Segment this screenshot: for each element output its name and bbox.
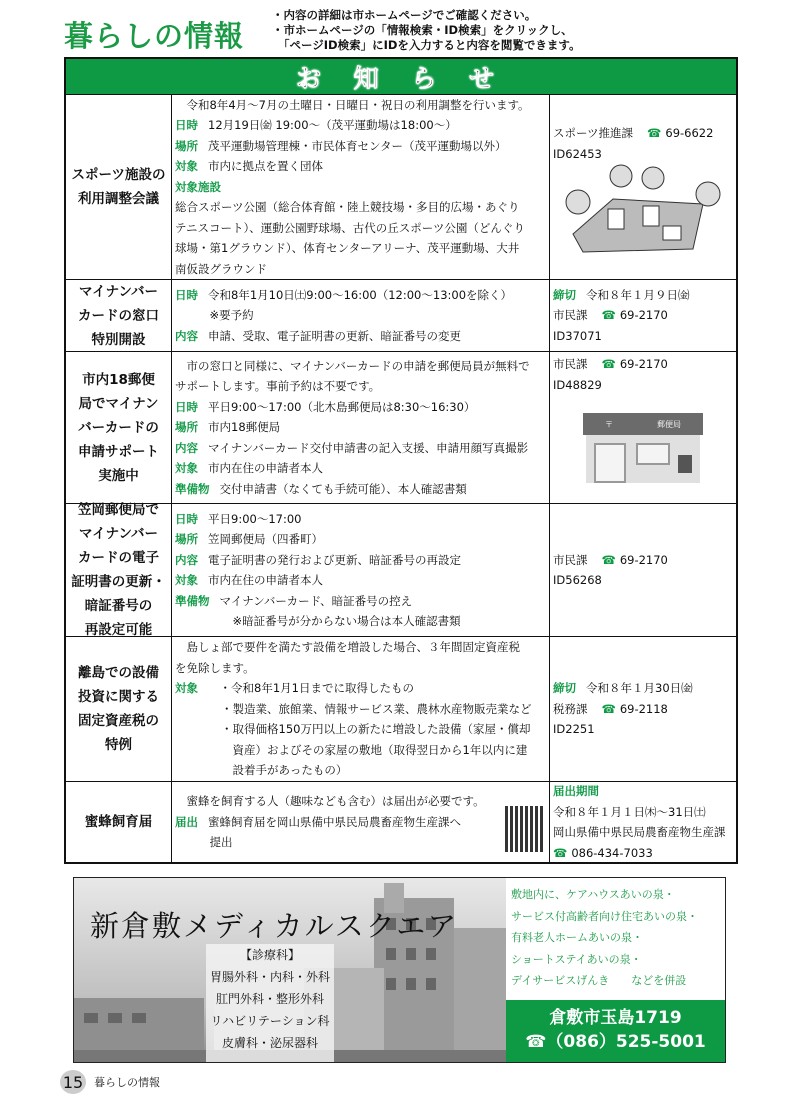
row-title: [66, 504, 172, 636]
phone-number: 69-2170: [619, 552, 668, 567]
contact-line: [553, 123, 733, 144]
content-line: [175, 812, 546, 833]
title-line: 離島での設備: [78, 665, 159, 681]
field-text: 電子証明書の発行および更新、暗証番号の再設定: [208, 552, 461, 567]
content-line: [175, 115, 546, 136]
field-text: 令和8年4月～7月の土曜日・日曜日・祝日の利用調整を行います。: [175, 97, 530, 112]
content-line: [175, 591, 546, 612]
page-title: 暮らしの情報: [64, 19, 245, 53]
content-line: [175, 658, 546, 679]
field-text: 蜜蜂を飼育する人（趣味なども含む）は届出が必要です。: [175, 794, 485, 809]
note: 「ページID検索」にIDを入力すると内容を閲覧できます。: [278, 38, 581, 52]
title-line: カードの窓口: [78, 307, 159, 324]
contact-line: [553, 781, 733, 802]
title-line: カードの電子: [78, 550, 159, 566]
field-text: 交付申請書（なくても手続可能）、本人確認書類: [219, 481, 467, 496]
facility-line: 敷地内に、ケアハウスあいの泉・: [511, 888, 675, 901]
clinic-name: 新倉敷メディカルスクエア: [90, 909, 459, 943]
title-line: 特例: [105, 737, 132, 753]
advertisement: [73, 877, 726, 1063]
content-line: [175, 326, 546, 347]
field-text: 資産）およびその家屋の敷地（取得翌日から1年以内に建: [175, 742, 528, 757]
facilities: [506, 878, 725, 1000]
content-line: [175, 197, 546, 218]
field-text: 市内18郵便局: [208, 420, 281, 435]
contact-text: 岡山県備中県民局農畜産物生産課: [553, 825, 726, 839]
title-line: マイナンバー: [78, 526, 159, 542]
table-row: [66, 504, 736, 637]
field-label: 準備物: [175, 593, 210, 608]
contact-text: 市民課: [553, 552, 588, 567]
field-text: 市内在住の申請者本人: [208, 461, 323, 476]
row-contact: [550, 352, 736, 503]
contact-text: 令和８年１月９日㈮: [586, 287, 690, 302]
contact-text: ID37071: [553, 328, 602, 343]
field-text: 平日9:00～17:00（北木島郵便局は8:30～16:30）: [208, 399, 476, 414]
ad-info: [506, 878, 725, 1062]
ad-address: 倉敷市玉島1719: [549, 1008, 682, 1028]
table-row: [66, 782, 736, 862]
contact-line: [553, 375, 733, 396]
field-text: テニスコート）、運動公園野球場、古代の丘スポーツ公園（どんぐり: [175, 220, 525, 235]
row-title: [66, 637, 172, 781]
field-text: 球場・第1グラウンド）、体育センターアリーナ、茂平運動場、大井: [175, 241, 520, 256]
field-text: 蜜蜂飼育届を岡山県備中県民局農畜産物生産課へ: [208, 814, 461, 829]
table-row: [66, 280, 736, 352]
field-text: 市内に拠点を置く団体: [208, 159, 323, 174]
meeting-illustration: [553, 164, 733, 257]
note: ・市ホームページの「情報検索・ID検索」をクリックし、: [272, 23, 573, 37]
contact-text: 税務課: [553, 701, 588, 716]
row-content: [172, 782, 550, 862]
row-title: [66, 280, 172, 351]
table-heading: [66, 59, 736, 95]
table-row: [66, 637, 736, 782]
field-text: 市内在住の申請者本人: [208, 573, 323, 587]
field-label: 内容: [175, 440, 198, 455]
content-line: [175, 218, 546, 239]
row-content: [172, 280, 550, 351]
field-text: マイナンバーカード交付申請書の記入支援、申請用顔写真撮影: [208, 440, 529, 455]
field-text: を免除します。: [175, 660, 255, 675]
row-title: [66, 782, 172, 862]
contact-line: [553, 843, 733, 864]
note: ・内容の詳細は市ホームページでご確認ください。: [272, 8, 537, 22]
field-text: ・令和8年1月1日までに取得したもの: [208, 681, 414, 696]
content-line: [175, 177, 546, 198]
title-line: 笠岡郵便局で: [78, 502, 159, 518]
field-text: 市の窓口と同様に、マイナンバーカードの申請を郵便局員が無料で: [175, 358, 530, 373]
row-title: [66, 95, 172, 279]
contact-line: [553, 144, 733, 165]
contact-text: 市民課: [553, 308, 588, 323]
title-line: 固定資産税の: [78, 713, 159, 729]
field-text: 申請、受取、電子証明書の更新、暗証番号の変更: [208, 328, 461, 343]
contact-line: [553, 802, 733, 823]
contact-line: [553, 326, 733, 347]
content-line: [175, 760, 546, 781]
title-line: 特別開設: [91, 331, 146, 348]
row-content: [172, 504, 550, 636]
content-line: [175, 156, 546, 177]
contact-line: [553, 678, 733, 699]
post-office-illustration: [583, 413, 733, 483]
field-text: 南仮設グラウンド: [175, 261, 267, 276]
field-label: 日時: [175, 399, 198, 414]
notice-table: [64, 57, 738, 864]
row-contact: [550, 95, 736, 279]
page-number: 15: [60, 1070, 86, 1094]
phone-number: 69-2170: [619, 308, 668, 323]
field-text: サポートします。事前予約は不要です。: [175, 379, 381, 394]
ad-contact: [506, 1000, 725, 1062]
field-text: 笠岡郵便局（四番町）: [208, 532, 323, 546]
post-office-sign: 郵便局: [657, 419, 681, 429]
contact-line: [553, 719, 733, 740]
content-line: [175, 356, 546, 377]
contact-text: 令和８年１月１日㈭～31日㈯: [553, 804, 706, 819]
field-text: 12月19日㈮ 19:00～（茂平運動場は18:00～）: [208, 118, 457, 133]
contact-text: ID62453: [553, 146, 602, 161]
departments: [206, 944, 334, 1062]
title-line: バーカードの: [78, 419, 159, 436]
field-label: 準備物: [175, 481, 210, 496]
content-line: [175, 699, 546, 720]
field-label: 対象施設: [175, 179, 221, 194]
dept-title: 【診療科】: [239, 948, 300, 962]
content-line: [175, 238, 546, 259]
title-line: 投資に関する: [78, 689, 159, 705]
content-line: [175, 832, 546, 853]
contact-line: [553, 822, 733, 843]
field-label: 届出: [175, 814, 198, 829]
field-text: マイナンバーカード、暗証番号の控え: [219, 593, 413, 608]
content-line: [175, 509, 546, 530]
title-line: 利用調整会議: [78, 191, 159, 207]
field-text: 令和8年1月10日㈯9:00～16:00（12:00～13:00を除く）: [208, 287, 513, 302]
table-row: [66, 352, 736, 504]
ad-phone: ☎（086）525-5001: [525, 1032, 706, 1052]
field-text: 島しょ部で要件を満たす設備を増設した場合、３年間固定資産税: [175, 640, 520, 655]
field-text: ・取得価格150万円以上の新たに増設した設備（家屋・償却: [175, 722, 531, 737]
field-text: ・製造業、旅館業、情報サービス業、農林水産物販売業など: [175, 701, 532, 716]
field-label: 対象: [175, 681, 198, 696]
heading-text: お 知 ら せ: [295, 63, 507, 93]
field-label: 日時: [175, 287, 198, 302]
phone-icon: ☎: [601, 357, 616, 371]
field-label: 内容: [175, 328, 198, 343]
contact-line: [553, 550, 733, 571]
field-label: 対象: [175, 461, 198, 476]
row-title: [66, 352, 172, 503]
row-contact: [550, 782, 736, 862]
contact-line: [553, 285, 733, 306]
facility-line: ショートステイあいの泉・: [511, 952, 642, 966]
content-line: [175, 740, 546, 761]
title-line: 局でマイナン: [78, 395, 159, 412]
contact-label: 届出期間: [553, 784, 599, 798]
field-label: 場所: [175, 138, 198, 153]
title-line: スポーツ施設の: [71, 167, 166, 183]
phone-number: 69-2118: [619, 701, 668, 716]
facility-line: 有料老人ホームあいの泉・: [511, 931, 643, 944]
content-line: [175, 550, 546, 571]
content-line: [175, 305, 546, 326]
field-label: 内容: [175, 552, 198, 567]
content-line: [175, 611, 546, 632]
row-contact: [550, 504, 736, 636]
field-label: 場所: [175, 420, 198, 435]
field-text: ※要予約: [175, 308, 254, 323]
contact-text: ID48829: [553, 377, 602, 392]
title-line: マイナンバー: [78, 283, 159, 300]
phone-icon: ☎: [601, 701, 616, 716]
field-text: 提出: [175, 835, 233, 850]
title-line: 再設定可能: [84, 622, 153, 638]
row-content: [172, 637, 550, 781]
content-line: [175, 637, 546, 658]
content-line: [175, 678, 546, 699]
field-label: 日時: [175, 118, 198, 133]
contact-line: [553, 570, 733, 591]
table-row: [66, 95, 736, 280]
contact-text: 令和８年１月30日㈮: [586, 681, 693, 696]
content-line: [175, 719, 546, 740]
phone-number: 69-6622: [665, 126, 714, 140]
footer-section: 暮らしの情報: [94, 1076, 160, 1089]
title-line: 証明書の更新・: [71, 574, 166, 590]
content-line: [175, 458, 546, 479]
contact-line: [553, 354, 733, 375]
field-label: 対象: [175, 573, 198, 587]
qr-code: [505, 806, 543, 852]
dept: 胃腸外科・内科・外科: [209, 970, 330, 984]
contact-line: [553, 699, 733, 720]
title-line: 実施中: [98, 467, 139, 484]
dept: リハビリテーション科: [210, 1014, 330, 1028]
content-line: [175, 529, 546, 550]
phone-icon: ☎: [553, 845, 568, 860]
field-text: 平日9:00～17:00: [208, 511, 302, 526]
contact-text: スポーツ推進課: [553, 126, 634, 140]
contact-text: ID2251: [553, 722, 595, 737]
phone-icon: ☎: [647, 126, 662, 140]
content-line: [175, 417, 546, 438]
hospital-photo: [74, 878, 506, 1062]
field-label: 場所: [175, 532, 198, 546]
content-line: [175, 570, 546, 591]
contact-label: 締切: [553, 681, 576, 696]
title-line: 市内18郵便: [82, 371, 155, 388]
content-line: [175, 285, 546, 306]
row-content: [172, 352, 550, 503]
title-line: 申請サポート: [78, 443, 159, 460]
phone-number: 086-434-7033: [571, 845, 653, 860]
contact-text: 市民課: [553, 357, 588, 371]
content-line: [175, 479, 546, 500]
header-notes: [272, 8, 581, 53]
content-line: [175, 136, 546, 157]
phone-icon: ☎: [601, 308, 616, 323]
phone-number: 69-2170: [619, 357, 668, 371]
phone-icon: ☎: [601, 552, 616, 567]
dept: 肛門外科・整形外科: [215, 992, 324, 1006]
dept: 皮膚科・泌尿器科: [221, 1036, 318, 1050]
page-footer: [60, 1070, 160, 1094]
contact-line: [553, 305, 733, 326]
field-text: 茂平運動場管理棟・市民体育センター（茂平運動場以外）: [208, 138, 507, 153]
content-line: [175, 397, 546, 418]
title-line: 蜜蜂飼育届: [84, 814, 153, 830]
title-line: 暗証番号の: [84, 598, 153, 614]
facility-line: デイサービスげんき などを併設: [511, 974, 687, 987]
row-content: [172, 95, 550, 279]
field-text: 総合スポーツ公園（総合体育館・陸上競技場・多目的広場・あぐり: [175, 200, 520, 215]
row-contact: [550, 280, 736, 351]
field-label: 対象: [175, 159, 198, 174]
content-line: [175, 438, 546, 459]
field-text: ※暗証番号が分からない場合は本人確認書類: [175, 614, 461, 628]
facility-line: サービス付高齢者向け住宅あいの泉・: [511, 909, 698, 923]
contact-label: 締切: [553, 287, 576, 302]
field-text: 設着手があったもの）: [175, 763, 348, 778]
content-line: [175, 259, 546, 280]
content-line: [175, 95, 546, 116]
field-label: 日時: [175, 511, 198, 526]
post-mark-icon: 〒: [605, 419, 613, 429]
content-line: [175, 376, 546, 397]
row-contact: [550, 637, 736, 781]
content-line: [175, 791, 546, 812]
contact-text: ID56268: [553, 573, 602, 587]
